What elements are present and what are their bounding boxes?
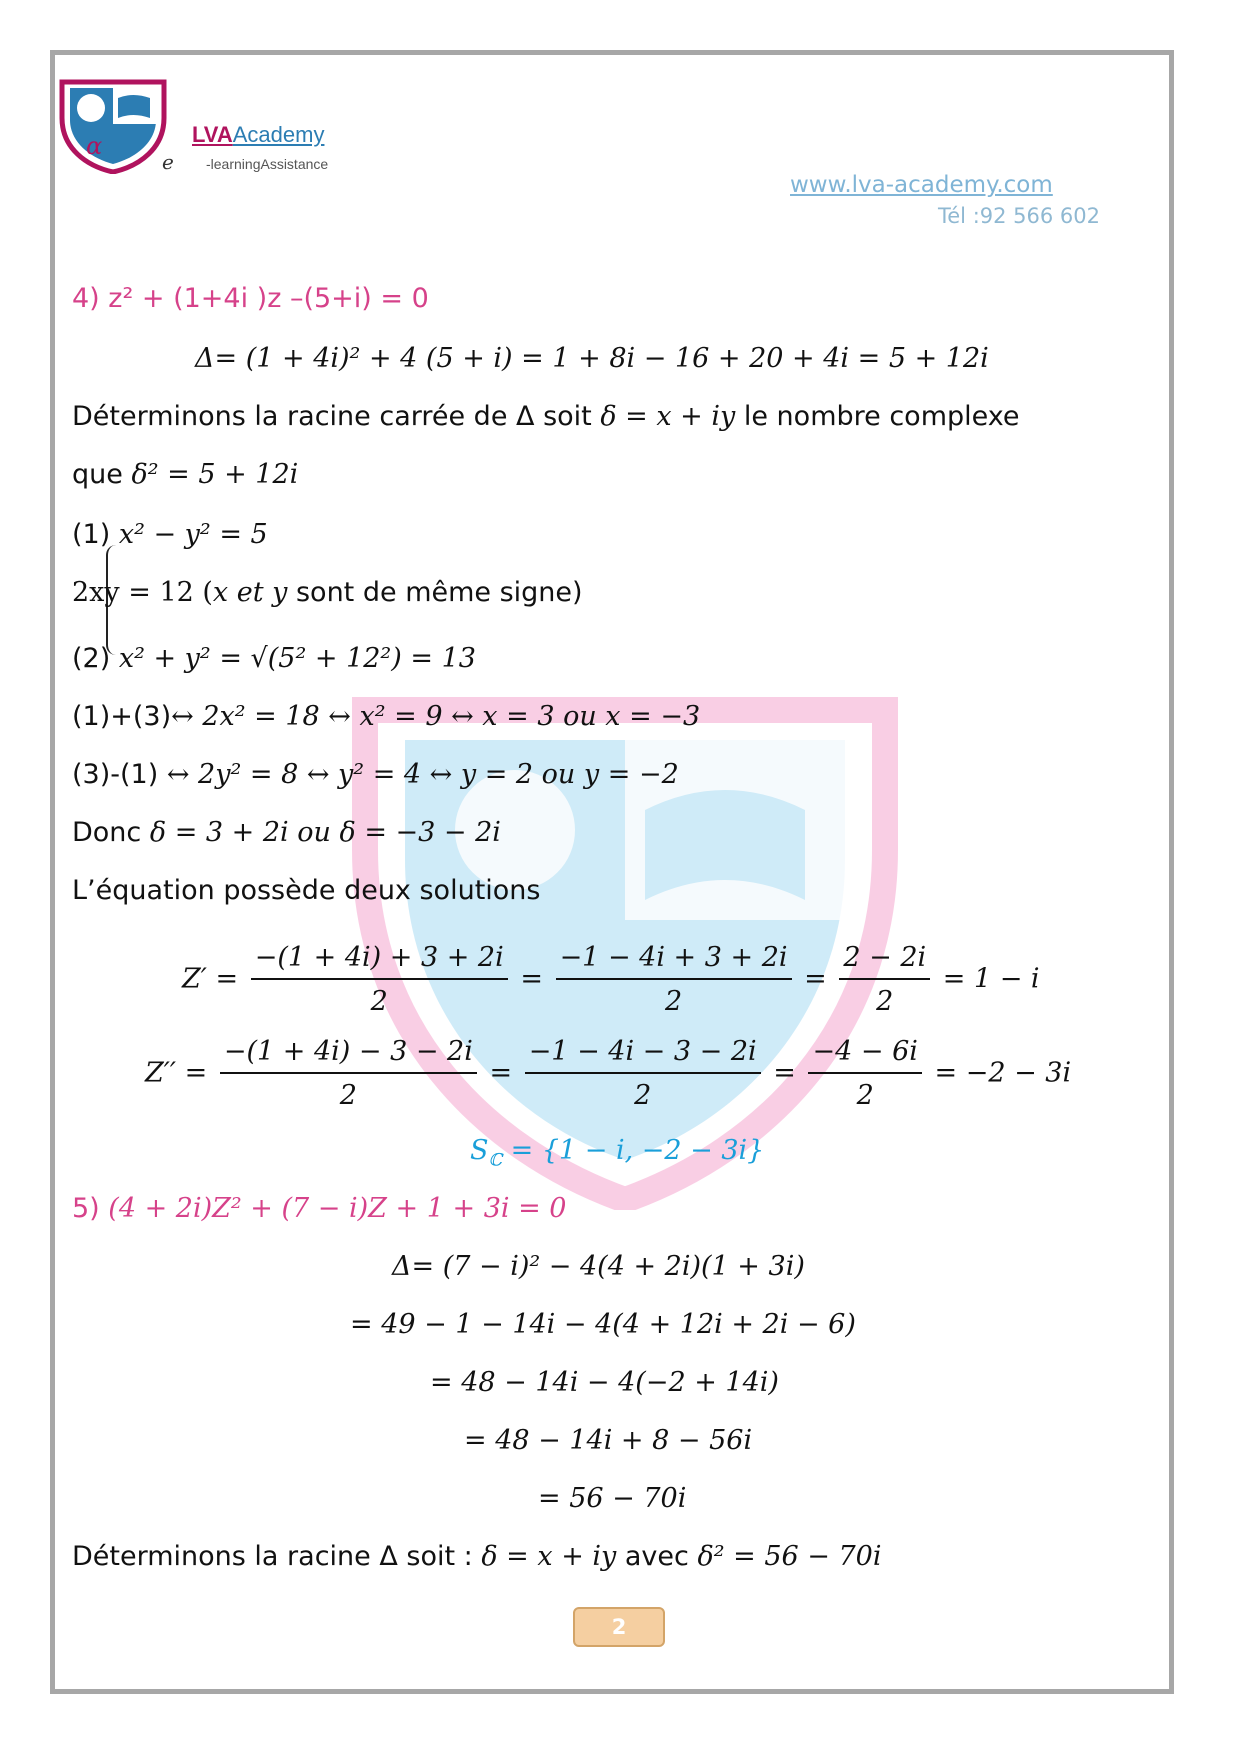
- solution-set: $S_ℂ = \{1 - i$, −2 − 3i}: [470, 1135, 765, 1171]
- delta5-line-3: = 48 − 14i − 4(−2 + 14i): [430, 1367, 779, 1398]
- last-line: Déterminons la racine Δ soit : δ = x + iy avec δ² = 56 − 70i: [72, 1541, 882, 1572]
- lva-academy-logo: [58, 78, 168, 174]
- system-line-1: (1) x² − y² = 5: [72, 519, 268, 550]
- website-link[interactable]: www.lva-academy.com: [790, 172, 1053, 198]
- sqrt-line-b: que δ² = 5 + 12i: [72, 459, 299, 490]
- system-line-2: 2xy = 12 (x et y sont de même signe): [72, 577, 583, 608]
- brand-tagline: -learningAssistance: [206, 156, 329, 172]
- brand-academy: Academy: [232, 122, 325, 147]
- q5-title: 5) (4 + 2i)Z² + (7 − i)Z + 1 + 3i = 0: [72, 1193, 567, 1224]
- brand-lva: LVA: [192, 122, 233, 147]
- z1-fraction-line: Z′ = $\frac{-(1 + 4i) + 3 + 2i}{2}$ = $\frac{-1 - 4i + 3 + 2i}{2}$ = $\frac{2 - 2i}{2}$ = 1 − i: [182, 938, 1040, 1022]
- q4-title: 4) z² + (1+4i )z –(5+i) = 0: [72, 283, 429, 314]
- step-line-1: (1)+(3)↔ 2x² = 18 ↔ x² = 9 ↔ x = 3 ou x = −3: [72, 701, 701, 732]
- logo-e-letter: e: [162, 150, 174, 174]
- delta5-line-4: = 48 − 14i + 8 − 56i: [464, 1425, 753, 1456]
- delta-line-1: Δ= (1 + 4i)² + 4 (5 + i) = 1 + 8i − 16 + 20 + 4i = 5 + 12i: [195, 343, 989, 374]
- step-line-2: (3)-(1) ↔ 2y² = 8 ↔ y² = 4 ↔ y = 2 ou y = −2: [72, 759, 679, 790]
- delta5-line-1: Δ= (7 − i)² − 4(4 + 2i)(1 + 3i): [392, 1251, 805, 1282]
- delta5-line-5: = 56 − 70i: [538, 1483, 687, 1514]
- delta5-line-2: = 49 − 1 − 14i − 4(4 + 12i + 2i − 6): [350, 1309, 856, 1340]
- z2-fraction-line: Z′′ = $\frac{-(1 + 4i) - 3 - 2i}{2}$ = $\frac{-1 - 4i - 3 - 2i}{2}$ = $\frac{-4 - 6i}{2}$ = −2 − 3i: [145, 1032, 1071, 1116]
- system-line-3: (2) x² + y² = √(5² + 12²) = 13: [72, 643, 476, 674]
- svg-text:α: α: [86, 132, 103, 160]
- equation-solutions-text: L’équation possède deux solutions: [72, 875, 541, 906]
- brand-name: [192, 122, 324, 148]
- donc-line: Donc δ = 3 + 2i ou δ = −3 − 2i: [72, 817, 501, 848]
- sqrt-line-a: Déterminons la racine carrée de Δ soit δ = x + iy le nombre complexe: [72, 401, 1020, 432]
- phone-number: Tél :92 566 602: [938, 204, 1101, 228]
- page-number-badge: 2: [573, 1607, 665, 1647]
